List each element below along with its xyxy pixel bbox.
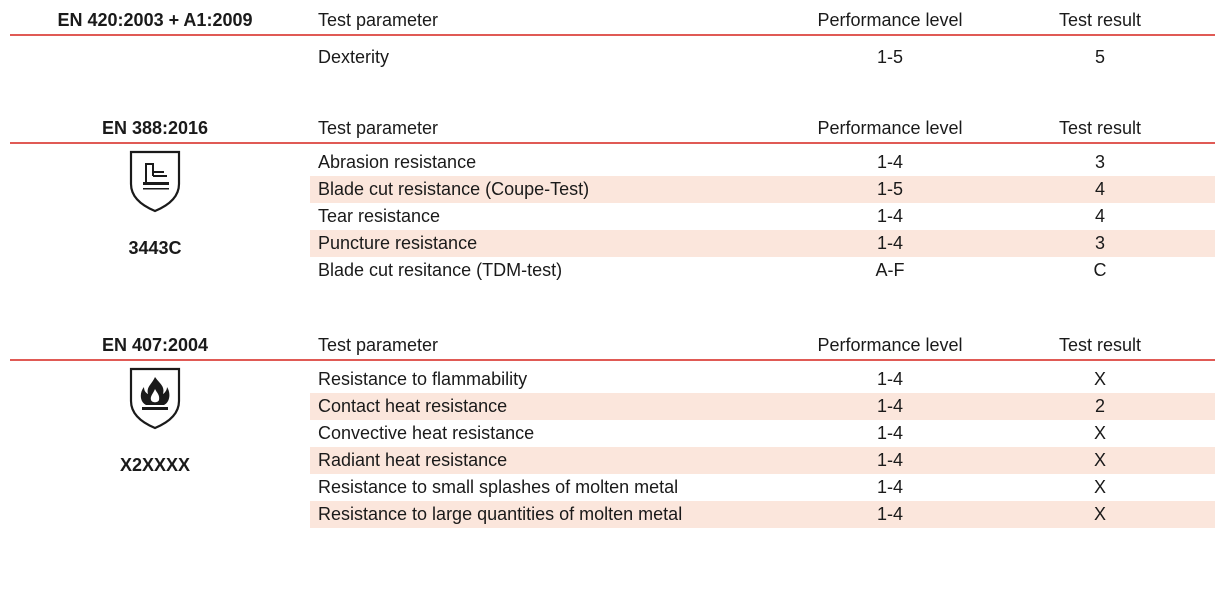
row-parameter: Tear resistance bbox=[318, 206, 441, 226]
row-result: X bbox=[1093, 450, 1106, 470]
row-parameter: Contact heat resistance bbox=[318, 396, 508, 416]
table-row bbox=[310, 203, 1215, 230]
row-parameter: Abrasion resistance bbox=[318, 152, 477, 172]
standard-title: EN 407:2004 bbox=[101, 335, 209, 355]
row-performance: 1-4 bbox=[876, 233, 903, 253]
row-result: C bbox=[1093, 260, 1107, 280]
row-result: 4 bbox=[1094, 179, 1105, 199]
standard-title: EN 388:2016 bbox=[101, 118, 209, 138]
header-test-result: Test result bbox=[1058, 10, 1142, 30]
table-row bbox=[310, 393, 1215, 420]
row-performance: 1-4 bbox=[876, 152, 903, 172]
row-result: X bbox=[1093, 369, 1106, 389]
row-performance: 1-4 bbox=[876, 369, 903, 389]
divider-rule bbox=[10, 142, 1215, 144]
header-test-parameter: Test parameter bbox=[318, 10, 439, 30]
row-parameter: Convective heat resistance bbox=[318, 423, 535, 443]
standard-title: EN 420:2003 + A1:2009 bbox=[57, 10, 253, 30]
row-parameter: Blade cut resitance (TDM-test) bbox=[318, 260, 563, 280]
row-performance: 1-4 bbox=[876, 423, 903, 443]
header-performance-level: Performance level bbox=[817, 118, 963, 138]
heat-flame-pictogram-icon bbox=[127, 365, 183, 431]
row-result: X bbox=[1093, 477, 1106, 497]
row-performance: 1-4 bbox=[876, 206, 903, 226]
table-row bbox=[310, 44, 1215, 71]
row-result: 5 bbox=[1094, 47, 1105, 67]
row-parameter: Dexterity bbox=[318, 47, 390, 67]
row-parameter: Radiant heat resistance bbox=[318, 450, 508, 470]
row-performance: 1-4 bbox=[876, 450, 903, 470]
row-result: X bbox=[1093, 423, 1106, 443]
table-row bbox=[310, 420, 1215, 447]
row-performance: 1-4 bbox=[876, 396, 903, 416]
header-test-result: Test result bbox=[1058, 118, 1142, 138]
row-parameter: Resistance to small splashes of molten metal bbox=[318, 477, 679, 497]
row-performance: 1-5 bbox=[876, 179, 903, 199]
row-performance: 1-4 bbox=[876, 504, 903, 524]
divider-rule bbox=[10, 34, 1215, 36]
row-performance: 1-4 bbox=[876, 477, 903, 497]
row-parameter: Resistance to large quantities of molten metal bbox=[318, 504, 683, 524]
performance-code: 3443C bbox=[128, 238, 182, 258]
row-parameter: Resistance to flammability bbox=[318, 369, 528, 389]
table-row bbox=[310, 501, 1215, 528]
header-performance-level: Performance level bbox=[817, 10, 963, 30]
mechanical-hazard-pictogram-icon bbox=[127, 148, 183, 214]
table-row bbox=[310, 366, 1215, 393]
table-row bbox=[310, 176, 1215, 203]
row-performance: A-F bbox=[875, 260, 905, 280]
header-test-parameter: Test parameter bbox=[318, 335, 439, 355]
row-result: 3 bbox=[1094, 233, 1105, 253]
header-performance-level: Performance level bbox=[817, 335, 963, 355]
table-row bbox=[310, 149, 1215, 176]
row-parameter: Puncture resistance bbox=[318, 233, 478, 253]
table-row bbox=[310, 474, 1215, 501]
divider-rule bbox=[10, 359, 1215, 361]
row-result: 3 bbox=[1094, 152, 1105, 172]
performance-code: X2XXXX bbox=[119, 455, 191, 475]
row-parameter: Blade cut resistance (Coupe-Test) bbox=[318, 179, 590, 199]
table-row bbox=[310, 230, 1215, 257]
row-result: X bbox=[1093, 504, 1106, 524]
table-row bbox=[310, 447, 1215, 474]
row-result: 2 bbox=[1094, 396, 1105, 416]
header-test-parameter: Test parameter bbox=[318, 118, 439, 138]
header-test-result: Test result bbox=[1058, 335, 1142, 355]
row-result: 4 bbox=[1094, 206, 1105, 226]
row-performance: 1-5 bbox=[876, 47, 903, 67]
table-row bbox=[310, 257, 1215, 284]
